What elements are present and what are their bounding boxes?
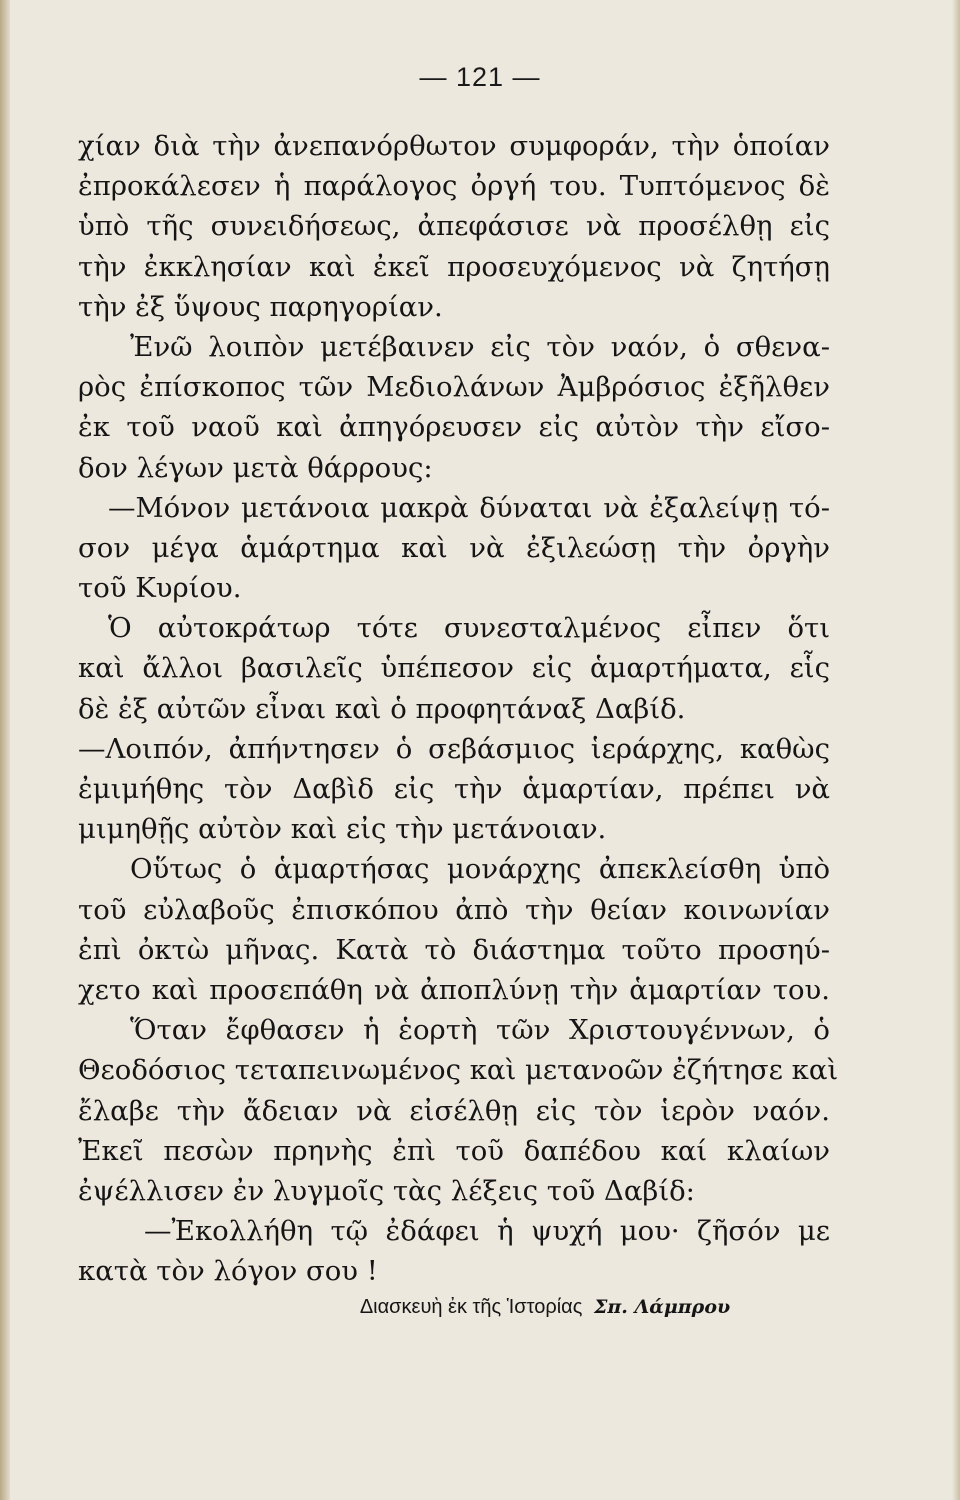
text-line: Ὅταν ἔφθασεν ἡ ἑορτὴ τῶν Χριστουγέννων, ὁ bbox=[130, 1014, 830, 1047]
text-line: τοῦ εὐλαβοῦς ἐπισκόπου ἀπὸ τὴν θείαν κοινωνίαν bbox=[78, 893, 830, 926]
text-line: ἐπὶ ὀκτὼ μῆνας. Κατὰ τὸ διάστημα τοῦτο προσηύ- bbox=[78, 933, 830, 966]
text-line: ἐμιμήθης τὸν Δαβὶδ εἰς τὴν ἁμαρτίαν, πρέπει νὰ bbox=[78, 773, 830, 805]
text-line: δὲ ἐξ αὐτῶν εἶναι καὶ ὁ προφητάναξ Δαβίδ. bbox=[78, 692, 686, 725]
source-citation bbox=[0, 1296, 960, 1319]
body-text bbox=[78, 126, 839, 1291]
text-line: Ἐνῶ λοιπὸν μετέβαινεν εἰς τὸν ναόν, ὁ σθενα- bbox=[130, 330, 830, 363]
text-line: ἔλαβε τὴν ἄδειαν νὰ εἰσέλθῃ εἰς τὸν ἱερὸν ναόν. bbox=[78, 1094, 830, 1127]
text-line: ὑπὸ τῆς συνειδήσεως, ἀπεφάσισε νὰ προσέλθῃ εἰς bbox=[78, 210, 830, 243]
text-line: Θεοδόσιος τεταπεινωμένος καὶ μετανοῶν ἐζήτησε καὶ bbox=[78, 1054, 839, 1087]
text-line: κατὰ τὸν λόγον σου ! bbox=[78, 1255, 378, 1288]
text-line: —Ἐκολλήθη τῷ ἐδάφει ἡ ψυχή μου· ζῆσόν με bbox=[144, 1215, 830, 1248]
text-line: —Λοιπόν, ἀπήντησεν ὁ σεβάσμιος ἱεράρχης, καθὼς bbox=[78, 732, 830, 765]
text-line: ρὸς ἐπίσκοπος τῶν Μεδιολάνων Ἀμβρόσιος ἐξῆλθεν bbox=[78, 371, 830, 404]
text-line: τὴν ἐκκλησίαν καὶ ἐκεῖ προσευχόμενος νὰ ζητήσῃ bbox=[78, 250, 830, 283]
text-line: μιμηθῇς αὐτὸν καὶ εἰς τὴν μετάνοιαν. bbox=[78, 813, 607, 846]
page-left-edge bbox=[0, 0, 10, 1500]
text-line: χετο καὶ προσεπάθη νὰ ἀποπλύνῃ τὴν ἁμαρτίαν του. bbox=[78, 973, 830, 1006]
text-line: σον μέγα ἁμάρτημα καὶ νὰ ἐξιλεώσῃ τὴν ὀργὴν bbox=[78, 531, 830, 564]
page-right-edge bbox=[952, 0, 960, 1500]
page-number: — 121 — bbox=[419, 62, 541, 92]
text-line: τοῦ Κυρίου. bbox=[78, 572, 242, 605]
citation-text: Διασκευὴ ἐκ τῆς Ἱστορίας bbox=[359, 1296, 583, 1318]
text-line: Οὕτως ὁ ἁμαρτήσας μονάρχης ἀπεκλείσθη ὑπὸ bbox=[130, 853, 830, 886]
text-line: χίαν διὰ τὴν ἀνεπανόρθωτον συμφοράν, τὴν ὁποίαν bbox=[78, 130, 830, 162]
text-line: Ἐκεῖ πεσὼν πρηνὴς ἐπὶ τοῦ δαπέδου καί κλαίων bbox=[78, 1134, 830, 1167]
text-line: ἐκ τοῦ ναοῦ καὶ ἀπηγόρευσεν εἰς αὐτὸν τὴν εἴσο- bbox=[78, 411, 830, 444]
text-line: ἐψέλλισεν ἐν λυγμοῖς τὰς λέξεις τοῦ Δαβίδ: bbox=[78, 1174, 695, 1207]
text-line: τὴν ἐξ ὕψους παρηγορίαν. bbox=[78, 290, 443, 323]
text-line: ἐπροκάλεσεν ἡ παράλογος ὀργή του. Τυπτόμενος δὲ bbox=[78, 170, 830, 203]
text-line: —Μόνον μετάνοια μακρὰ δύναται νὰ ἐξαλείψῃ τό- bbox=[108, 491, 830, 524]
citation-author: Σπ. Λάμπρου bbox=[593, 1296, 731, 1318]
text-line: Ὁ αὐτοκράτωρ τότε συνεσταλμένος εἶπεν ὅτι bbox=[108, 612, 830, 645]
text-line: δον λέγων μετὰ θάρρους: bbox=[78, 451, 433, 484]
text-line: καὶ ἄλλοι βασιλεῖς ὑπέπεσον εἰς ἁμαρτήματα, εἷς bbox=[78, 652, 830, 685]
